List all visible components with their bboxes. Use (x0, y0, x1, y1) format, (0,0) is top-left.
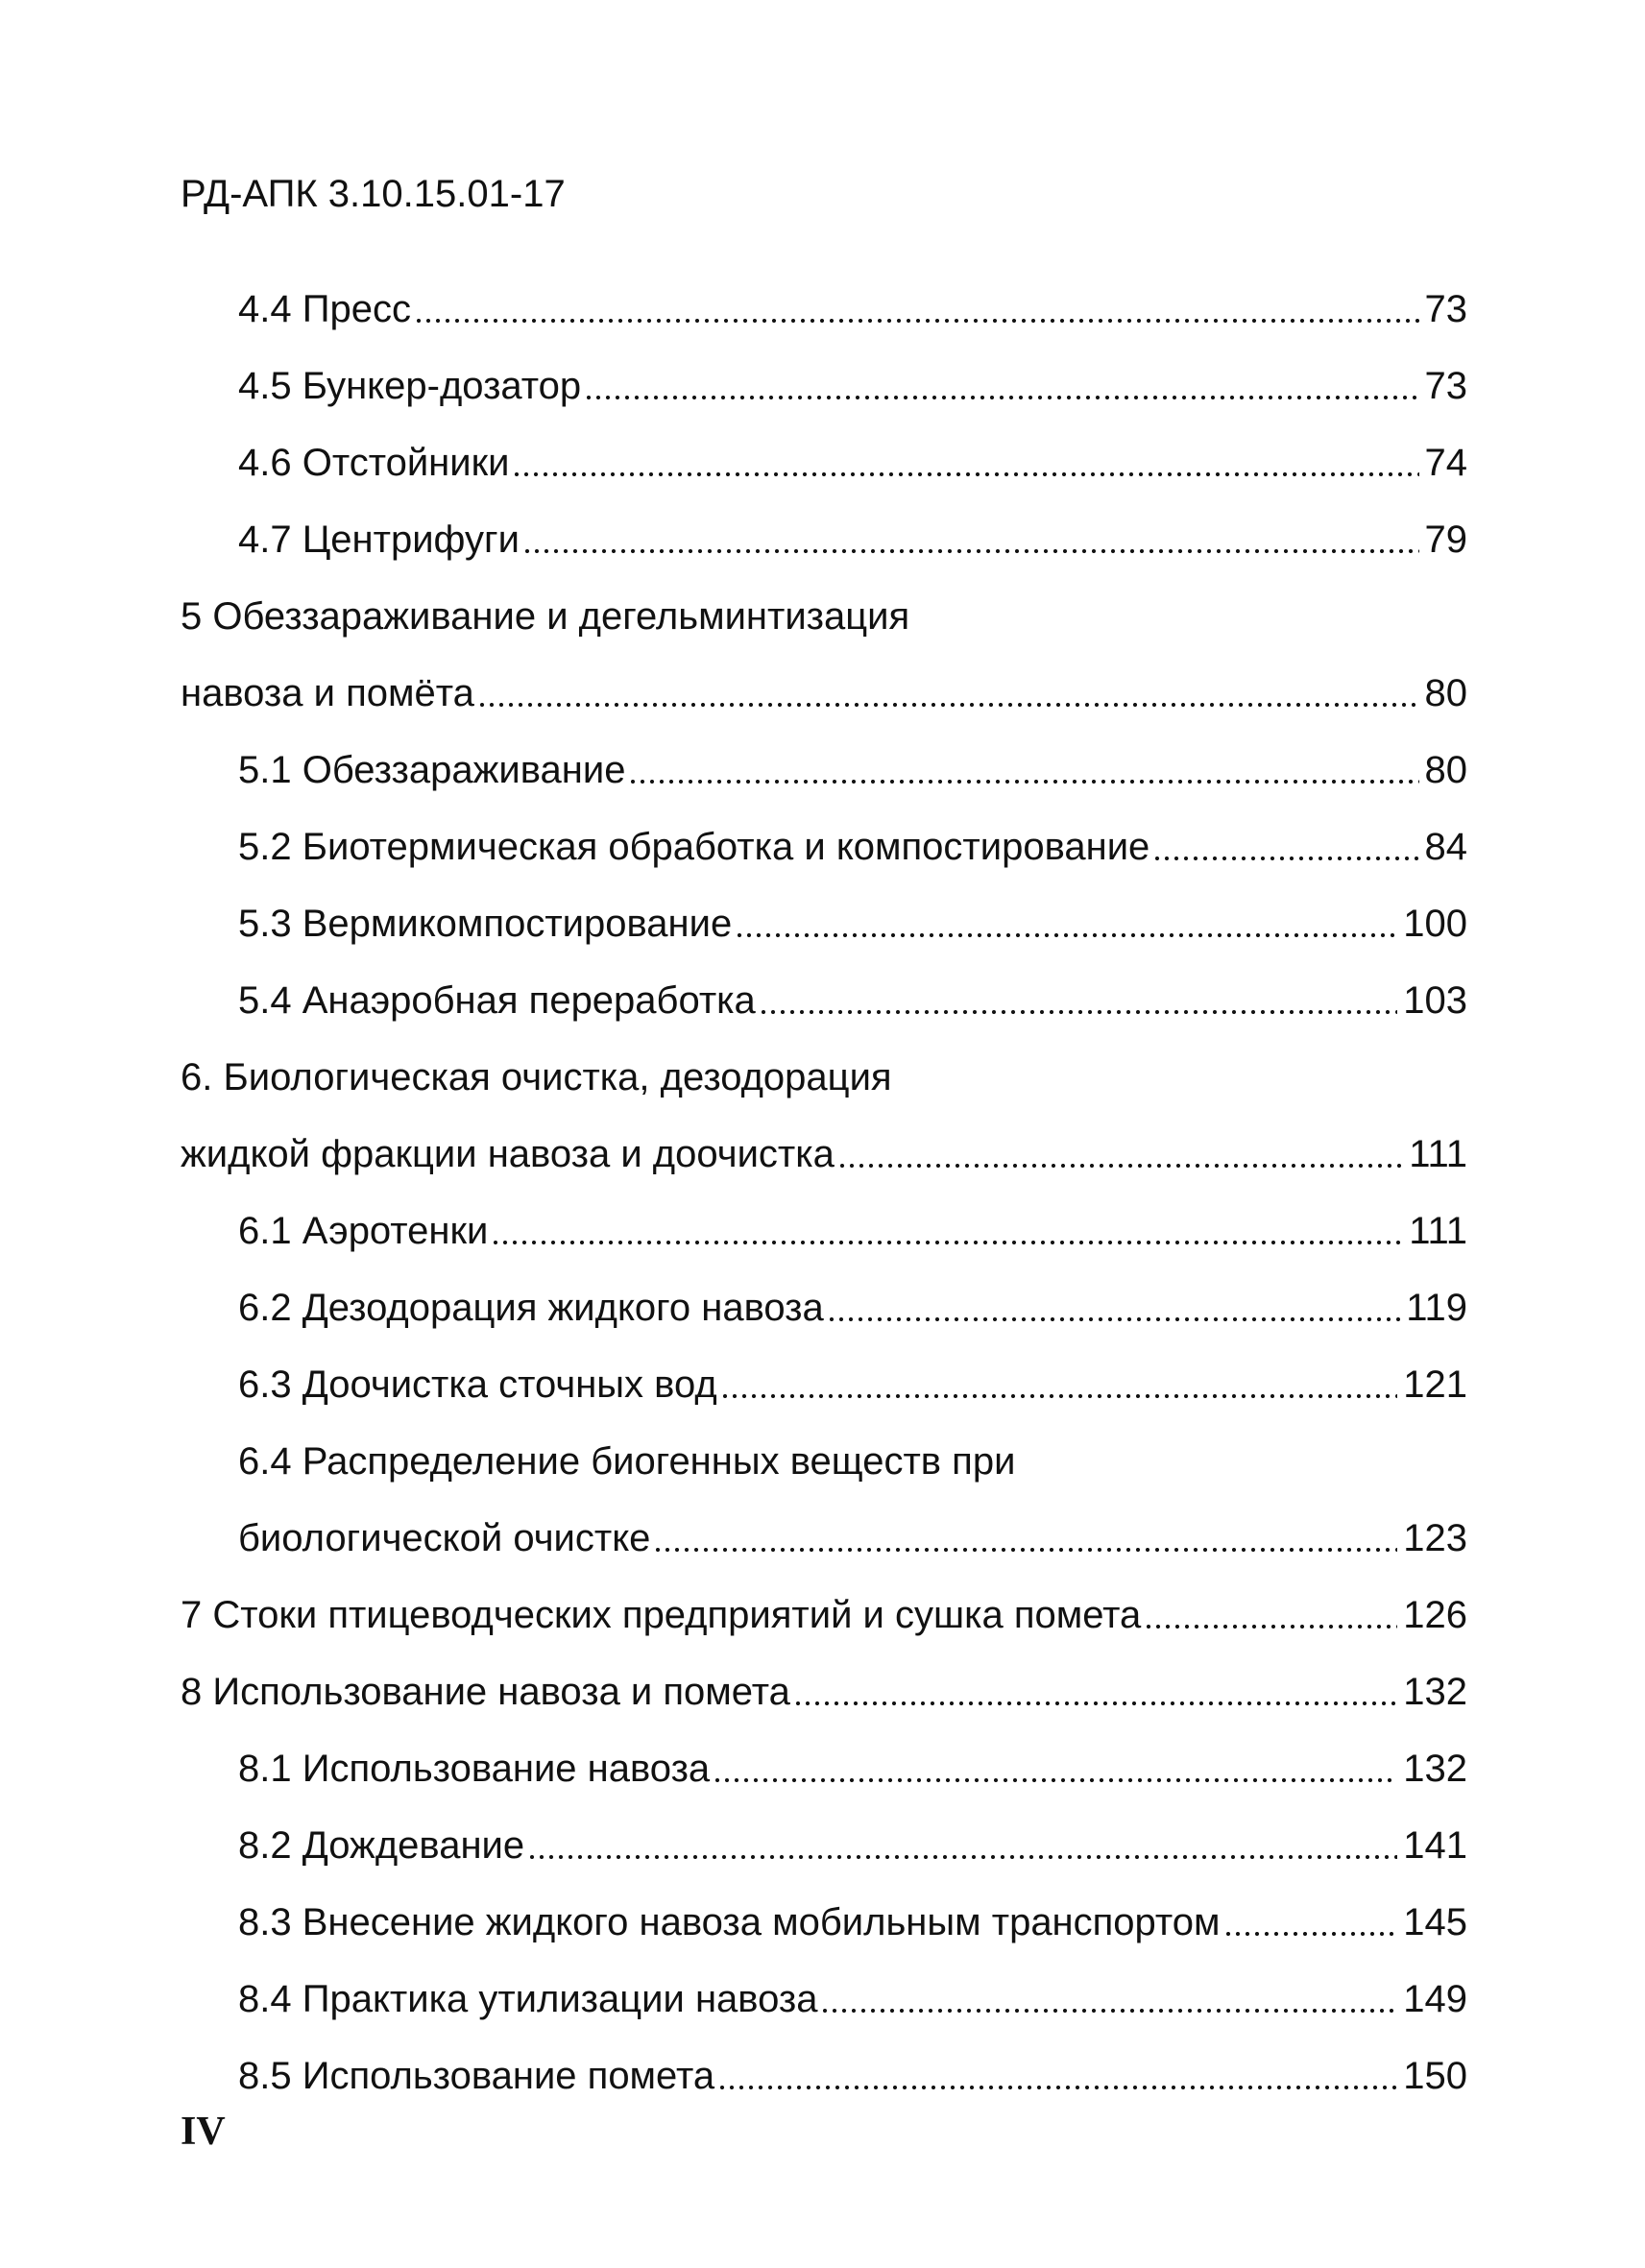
toc-entry-line (238, 2038, 1467, 2114)
dot-leader (515, 444, 1418, 482)
toc-entry-title: 5.1 Обеззараживание (238, 749, 626, 791)
table-of-contents (181, 271, 1467, 2114)
toc-entry[interactable] (181, 962, 1467, 1039)
toc-entry[interactable] (181, 1039, 1467, 1193)
toc-entry-title: 4.7 Центрифуги (238, 519, 520, 561)
toc-page-number: 132 (1403, 1748, 1467, 1790)
toc-entry-title: 4.5 Бункер-дозатор (238, 365, 582, 407)
dot-leader (830, 1289, 1400, 1327)
toc-entry-line (181, 655, 1467, 732)
toc-entry-title: навоза и помёта (181, 672, 474, 714)
toc-entry-title: 8.3 Внесение жидкого навоза мобильным транспортом (238, 1901, 1221, 1943)
toc-entry-line (238, 424, 1467, 501)
dot-leader (796, 1673, 1397, 1711)
toc-entry[interactable] (181, 1961, 1467, 2038)
toc-entry[interactable] (181, 501, 1467, 578)
page-number: IV (181, 2110, 226, 2154)
toc-entry-title: 5 Обеззараживание и дегельминтизация (181, 595, 910, 638)
dot-leader (762, 981, 1397, 1020)
dot-leader (840, 1135, 1403, 1173)
toc-page-number: 100 (1403, 903, 1467, 945)
toc-page-number: 80 (1424, 749, 1467, 791)
toc-page-number: 119 (1406, 1287, 1467, 1329)
toc-page-number: 132 (1403, 1671, 1467, 1713)
toc-entry-line (238, 1500, 1467, 1577)
toc-entry[interactable] (181, 1884, 1467, 1961)
toc-page-number: 74 (1424, 442, 1467, 484)
dot-leader (480, 674, 1419, 712)
toc-page-number: 79 (1424, 519, 1467, 561)
toc-entry-title: 6. Биологическая очистка, дезодорация (181, 1056, 892, 1098)
toc-entry-line (238, 271, 1467, 348)
dot-leader (587, 367, 1418, 405)
toc-entry[interactable] (181, 1653, 1467, 1730)
dot-leader (1226, 1903, 1398, 1942)
toc-page-number: 103 (1403, 979, 1467, 1022)
toc-entry-title: 6.3 Доочистка сточных вод (238, 1363, 717, 1406)
toc-entry-line (238, 1346, 1467, 1423)
toc-entry-title: биологической очистке (238, 1517, 651, 1559)
toc-page-number: 121 (1403, 1363, 1467, 1406)
toc-entry-line (238, 1423, 1467, 1500)
toc-entry[interactable] (181, 1346, 1467, 1423)
dot-leader (525, 520, 1419, 559)
document-code: РД-АПК 3.10.15.01-17 (181, 173, 566, 215)
toc-entry-line (181, 1653, 1467, 1730)
toc-entry-title: 5.2 Биотермическая обработка и компостирование (238, 826, 1150, 868)
dot-leader (530, 1826, 1397, 1865)
toc-entry[interactable] (181, 1730, 1467, 1807)
toc-entry[interactable] (181, 2038, 1467, 2114)
toc-entry-line (238, 885, 1467, 962)
toc-entry-line (238, 501, 1467, 578)
toc-entry[interactable] (181, 424, 1467, 501)
toc-page-number: 141 (1403, 1824, 1467, 1867)
toc-page-number: 111 (1409, 1133, 1467, 1175)
toc-entry-line (238, 962, 1467, 1039)
toc-entry[interactable] (181, 885, 1467, 962)
toc-entry-title: 8.4 Практика утилизации навоза (238, 1978, 818, 2020)
toc-page-number: 145 (1403, 1901, 1467, 1943)
toc-entry[interactable] (181, 348, 1467, 424)
toc-entry[interactable] (181, 732, 1467, 808)
toc-entry-line (238, 732, 1467, 808)
toc-entry[interactable] (181, 271, 1467, 348)
toc-entry[interactable] (181, 1193, 1467, 1269)
toc-page-number: 73 (1424, 365, 1467, 407)
toc-entry-line (238, 348, 1467, 424)
toc-page-number: 73 (1424, 288, 1467, 330)
dot-leader (656, 1519, 1397, 1557)
toc-entry-title: 6.4 Распределение биогенных веществ при (238, 1440, 1016, 1483)
toc-entry[interactable] (181, 1807, 1467, 1884)
dot-leader (631, 751, 1418, 789)
dot-leader (738, 905, 1397, 943)
toc-entry-line (238, 1961, 1467, 2038)
toc-entry-line (181, 1116, 1467, 1193)
toc-entry-line (238, 1884, 1467, 1961)
toc-entry-line (238, 1269, 1467, 1346)
toc-entry-title: 6.2 Дезодорация жидкого навоза (238, 1287, 824, 1329)
toc-entry-title: 7 Стоки птицеводческих предприятий и сушка помета (181, 1594, 1142, 1636)
toc-page-number: 149 (1403, 1978, 1467, 2020)
toc-entry-title: 4.4 Пресс (238, 288, 411, 330)
toc-entry-title: 8 Использование навоза и помета (181, 1671, 790, 1713)
toc-entry-title: 8.5 Использование помета (238, 2055, 715, 2097)
toc-entry-title: 5.4 Анаэробная переработка (238, 979, 756, 1022)
dot-leader (720, 2057, 1397, 2095)
toc-entry-title: 4.6 Отстойники (238, 442, 510, 484)
toc-page-number: 123 (1403, 1517, 1467, 1559)
toc-entry-line (238, 1730, 1467, 1807)
toc-entry-title: 8.2 Дождевание (238, 1824, 525, 1867)
toc-page-number: 84 (1424, 826, 1467, 868)
dot-leader (823, 1980, 1397, 2018)
toc-entry-title: 6.1 Аэротенки (238, 1210, 489, 1252)
dot-leader (1147, 1596, 1397, 1634)
toc-entry-title: 5.3 Вермикомпостирование (238, 903, 733, 945)
toc-entry-line (181, 1577, 1467, 1653)
dot-leader (494, 1212, 1403, 1250)
toc-entry-line (238, 1807, 1467, 1884)
toc-entry[interactable] (181, 578, 1467, 732)
toc-page-number: 150 (1403, 2055, 1467, 2097)
toc-entry[interactable] (181, 1423, 1467, 1577)
toc-page-number: 80 (1424, 672, 1467, 714)
toc-page-number: 126 (1403, 1594, 1467, 1636)
dot-leader (417, 290, 1419, 328)
toc-entry-line (181, 578, 1467, 655)
toc-page-number: 111 (1409, 1210, 1467, 1252)
toc-entry[interactable] (181, 808, 1467, 885)
toc-entry-title: 8.1 Использование навоза (238, 1748, 711, 1790)
dot-leader (723, 1365, 1398, 1404)
dot-leader (1155, 828, 1418, 866)
toc-entry[interactable] (181, 1269, 1467, 1346)
toc-entry[interactable] (181, 1577, 1467, 1653)
toc-entry-title: жидкой фракции навоза и доочистка (181, 1133, 835, 1175)
toc-entry-line (238, 808, 1467, 885)
dot-leader (715, 1749, 1397, 1788)
toc-entry-line (238, 1193, 1467, 1269)
toc-entry-line (181, 1039, 1467, 1116)
